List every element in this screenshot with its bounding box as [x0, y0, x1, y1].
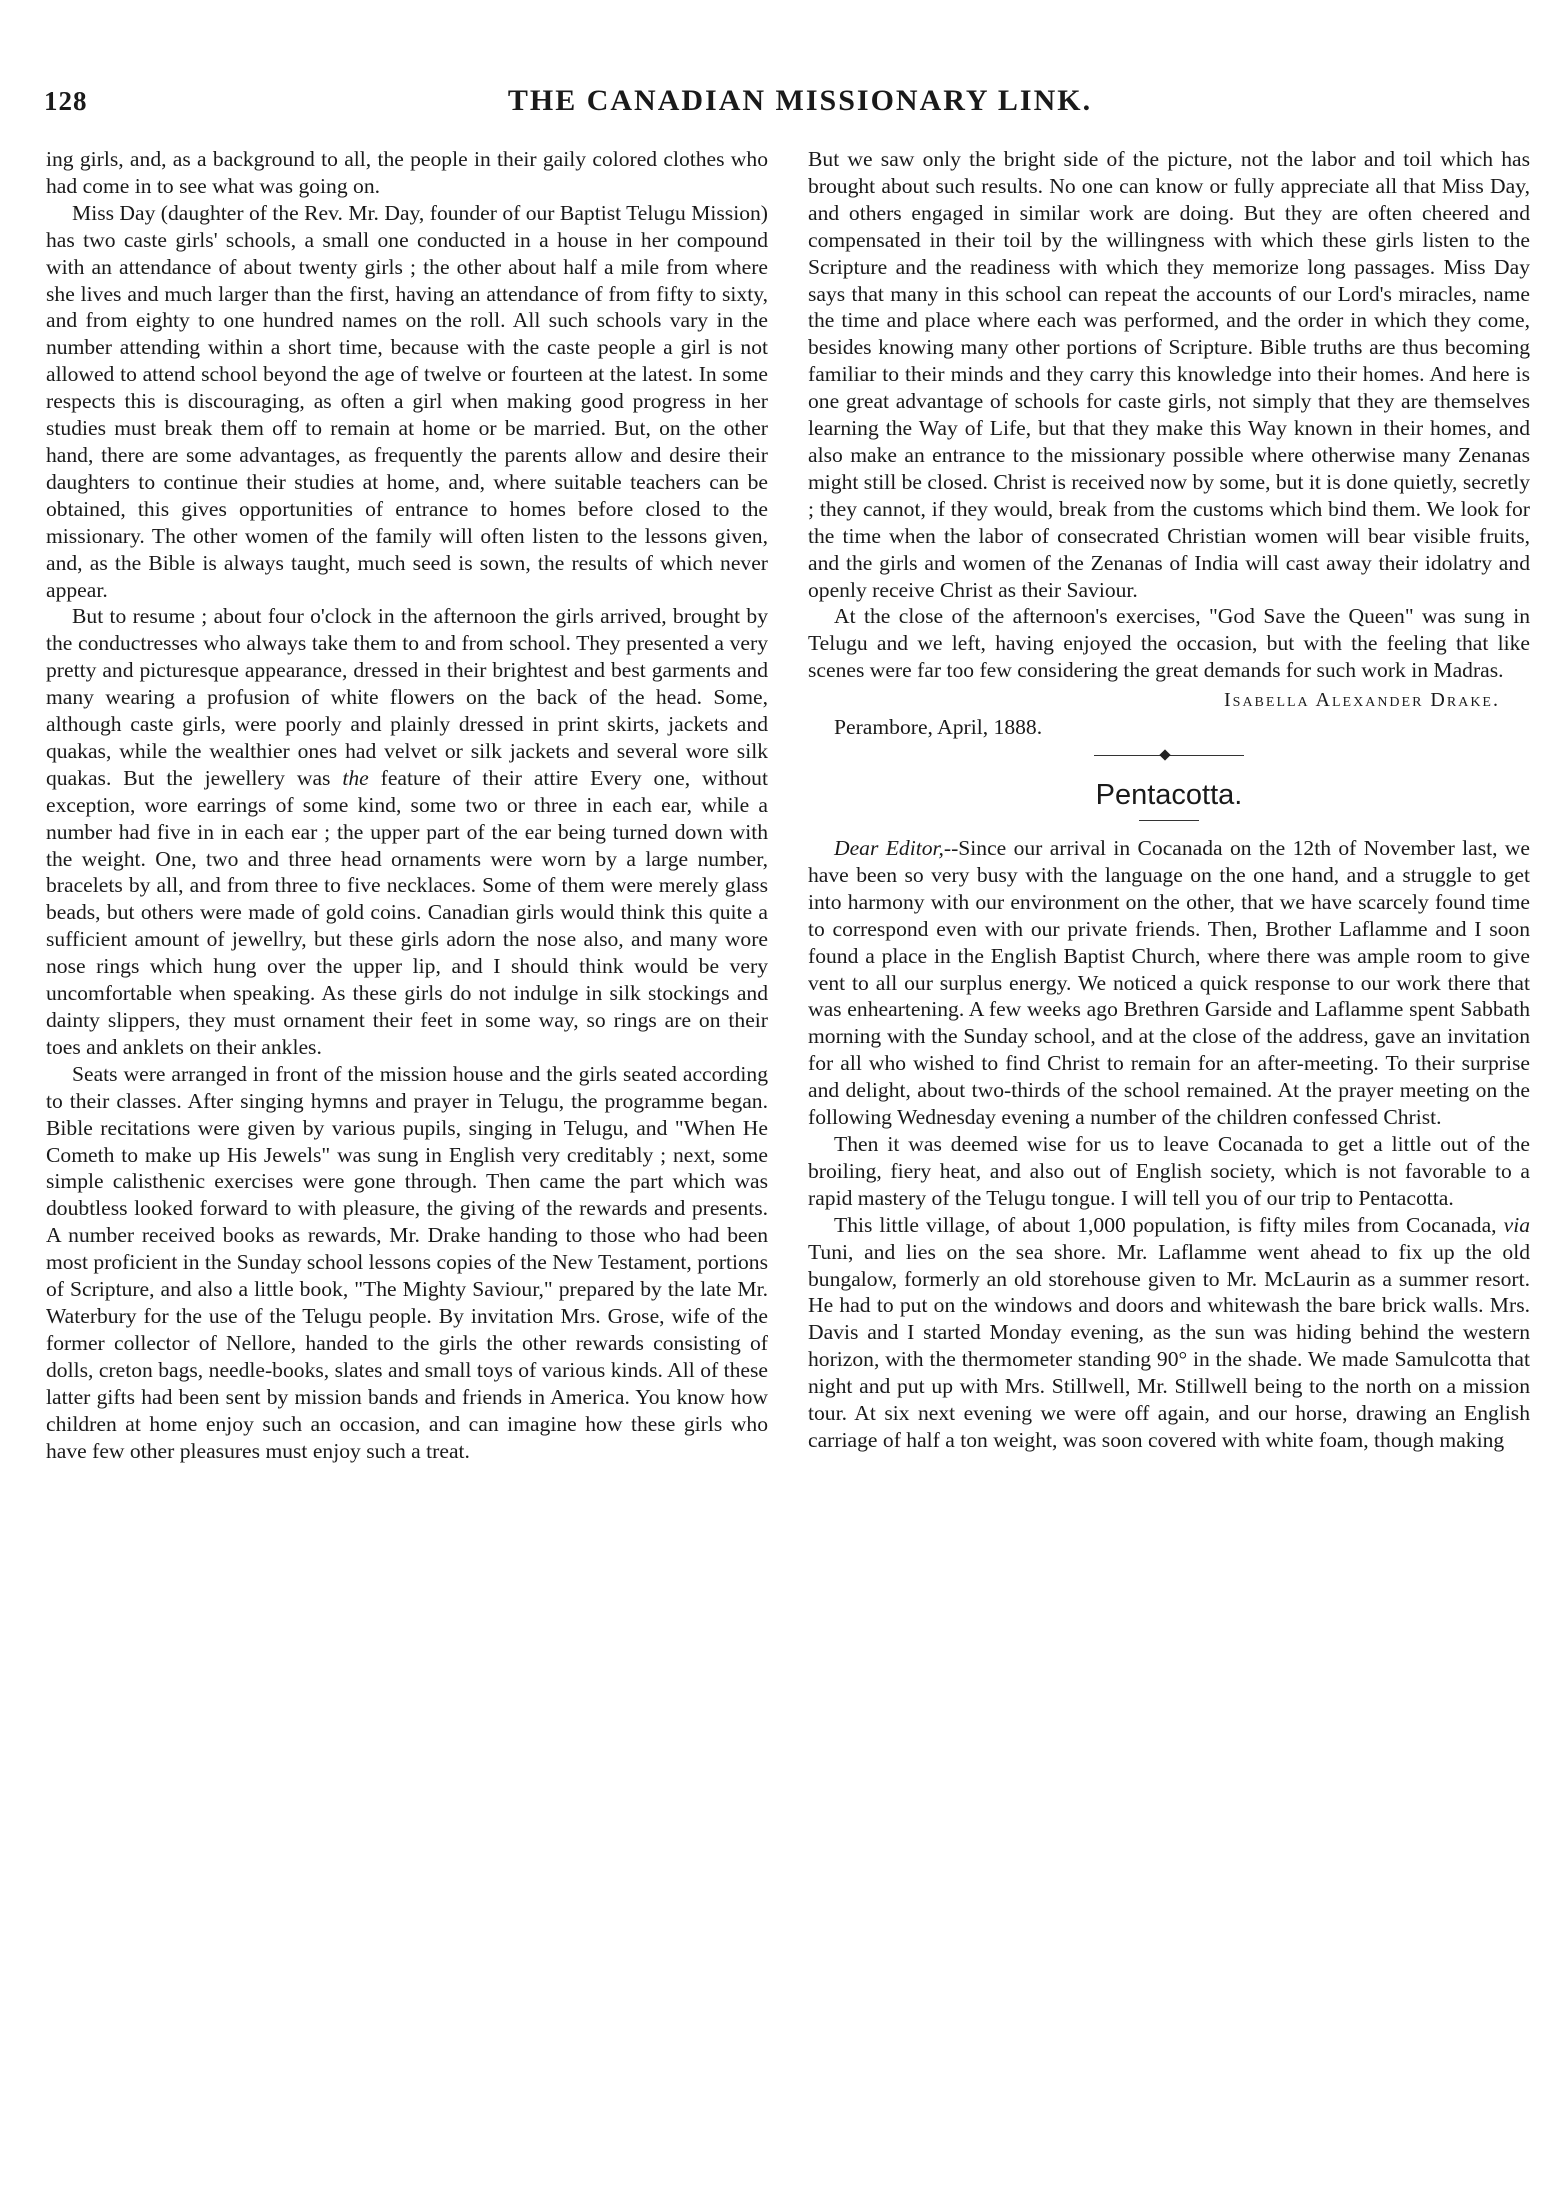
paragraph: Seats were arranged in front of the mission house and the girls seated according to their classes. After singing hymns and prayer in Telugu, the programme began. Bible recitations were given by various pupils, singing in Telugu, and "When He Cometh to make up His Jewels" was sung in English very creditably ; next, some simple calisthenic exercises were gone through. Then came the part which was doubtless looked forward to with pleasure, the giving of the rewards and presents. A number received books as rewards, Mr. Drake handing to those who had been most proficient in the Sunday school lessons copies of the New Testament, portions of Scripture, and also a little book, "The Mighty Saviour," prepared by the late Mr. Waterbury for the use of the Telugu people. By invitation Mrs. Grose, wife of the former collector of Nellore, handed to the girls the other rewards consisting of dolls, creton bags, needle-books, slates and small toys of various kinds. All of these latter gifts had been sent by mission bands and friends in America. You know how children at home enjoy such an occasion, and can imagine how these girls who have few other pleasures must enjoy such a treat.	[46, 1061, 768, 1463]
paragraph: But we saw only the bright side of the picture, not the labor and toil which has brought about such results. No one can know or fully appreciate all that Miss Day, and others engaged in similar work are doing. But they are often cheered and compensated in their toil by the willingness with which these girls listen to the Scripture and the readiness with which they memorize long passages. Miss Day says that many in this school can repeat the accounts of our Lord's miracles, name the time and place where each was performed, and the order in which they come, besides knowing many other portions of Scripture. Bible truths are thus becoming familiar to their minds and they carry this knowledge into their homes. And here is one great advantage of schools for caste girls, not simply that they are themselves learning the Way of Life, but that they make this Way known in their homes, and also make an entrance to the missionary possible where otherwise many Zenanas might still be closed. Christ is received now by some, but it is done quietly, secretly ; they cannot, if they would, break from the customs which bind them. We look for the time when the labor of consecrated Christian women will bear visible fruits, and the girls and women of the Zenanas of India will cast away their idolatry and openly receive Christ as their Saviour.	[808, 147, 1530, 602]
paragraph: ing girls, and, as a background to all, the people in their gaily colored clothes who had come in to see what was going on.	[46, 147, 768, 198]
section-divider	[1094, 755, 1244, 756]
emphasis-text: via	[1503, 1212, 1530, 1237]
paragraph: Miss Day (daughter of the Rev. Mr. Day, founder of our Baptist Telugu Mission) has two caste girls' schools, a small one conducted in a house in her compound with an attendance of about twenty girls ; the other about half a mile from where she lives and much larger than the first, having an attendance of from fifty to sixty, and from eighty to one hundred names on the roll. All such schools vary in the number attending within a short time, because with the caste people a girl is not allowed to attend school beyond the age of twelve or fourteen at the latest. In some respects this is discouraging, as often a girl when making good progress in her studies must break them off to remain at home or be married. But, on the other hand, there are some advantages, as frequently the parents allow and desire their daughters to continue their studies at home, and, where suitable teachers can be obtained, this gives opportunities of entrance to homes before closed to the missionary. The other women of the family will often listen to the lessons given, and, as the Bible is always taught, much seed is sown, the results of which never appear.	[46, 200, 768, 602]
paragraph-text: But to resume ; about four o'clock in the afternoon the girls arrived, brought by the conductresses who always take them to and from school. They presented a very pretty and picturesque appearance, dressed in their brightest and best garments and many wearing a profusion of white flowers on the back of the head. Some, although caste girls, were poorly and plainly dressed in print skirts, jackets and quakas, while the wealthier ones had velvet or silk jackets and several wore silk quakas. But the jewellery was	[46, 604, 768, 790]
right-column	[808, 146, 1530, 1454]
paragraph	[808, 1212, 1530, 1454]
author-signature: Isabella Alexander Drake.	[1224, 689, 1500, 712]
paragraph-text: --Since our arrival in Cocanada on the 12th of November last, we have been so very busy with the language on the one hand, and a struggle to get into harmony with our environment on the other, that we have scarcely found time to correspond even with our private friends. Then, Brother Laflamme and I soon found a place in the English Baptist Church, where there was ample room to give vent to all our surplus energy. We noticed a quick response to our work there that was enheartening. A few weeks ago Brethren Garside and Laflamme spent Sabbath morning with the Sunday school, and at the close of the address, gave an invitation for all who wished to find Christ to remain for an after-meeting. To their surprise and delight, about two-thirds of the school remained. At the prayer meeting on the following Wednesday evening a number of the children confessed Christ.	[808, 836, 1531, 1130]
dateline: Perambore, April, 1888.	[834, 715, 1043, 740]
paragraph-text: This little village, of about 1,000 population, is fifty miles from Cocanada,	[834, 1212, 1504, 1237]
page-number: 128	[44, 86, 88, 116]
paragraph-text: feature of their attire Every one, without exception, wore earrings of some kind, some two or three in each ear, while a number had five in in each ear ; the upper part of the ear being turned down with the weight. One, two and three head ornaments were worn by a large number, bracelets by all, and from three to five necklaces. Some of them were merely glass beads, but others were made of gold coins. Canadian girls would think this quite a sufficient amount of jewellry, but these girls adorn the nose also, and many wore nose rings which hung over the upper lip, and I should think would be very uncomfortable when speaking. As these girls do not indulge in silk stockings and dainty slippers, they must ornament their feet in some way, so rings are on their toes and anklets on their ankles.	[46, 765, 768, 1059]
section-title: Pentacotta.	[1095, 779, 1243, 812]
paragraph	[46, 603, 768, 1060]
salutation: Dear Editor,	[834, 836, 944, 861]
running-title: THE CANADIAN MISSIONARY LINK.	[507, 84, 1093, 117]
paragraph	[808, 835, 1530, 1131]
left-column	[46, 146, 768, 1464]
title-rule	[1139, 820, 1199, 821]
paragraph: Then it was deemed wise for us to leave Cocanada to get a little out of the broiling, fiery heat, and also out of English society, which is not favorable to a rapid mastery of the Telugu tongue. I will tell you of our trip to Pentacotta.	[808, 1132, 1530, 1210]
paragraph-text: Tuni, and lies on the sea shore. Mr. Laflamme went ahead to fix up the old bungalow, formerly an old storehouse given to Mr. McLaurin as a summer resort. He had to put on the windows and doors and whitewash the bare brick walls. Mrs. Davis and I started Monday evening, as the sun was hiding behind the western horizon, with the thermometer standing 90° in the shade. We made Samulcotta that night and put up with Mrs. Stillwell, Mr. Stillwell being to the north on a mission tour. At six next evening we were off again, and our horse, drawing an English carriage of half a ton weight, was soon covered with white foam, though making	[808, 1239, 1530, 1452]
paragraph: At the close of the afternoon's exercises, "God Save the Queen" was sung in Telugu and we left, having enjoyed the occasion, but with the feeling that like scenes were far too few considering the great demands for such work in Madras.	[808, 604, 1530, 683]
emphasis-text: the	[342, 765, 369, 790]
